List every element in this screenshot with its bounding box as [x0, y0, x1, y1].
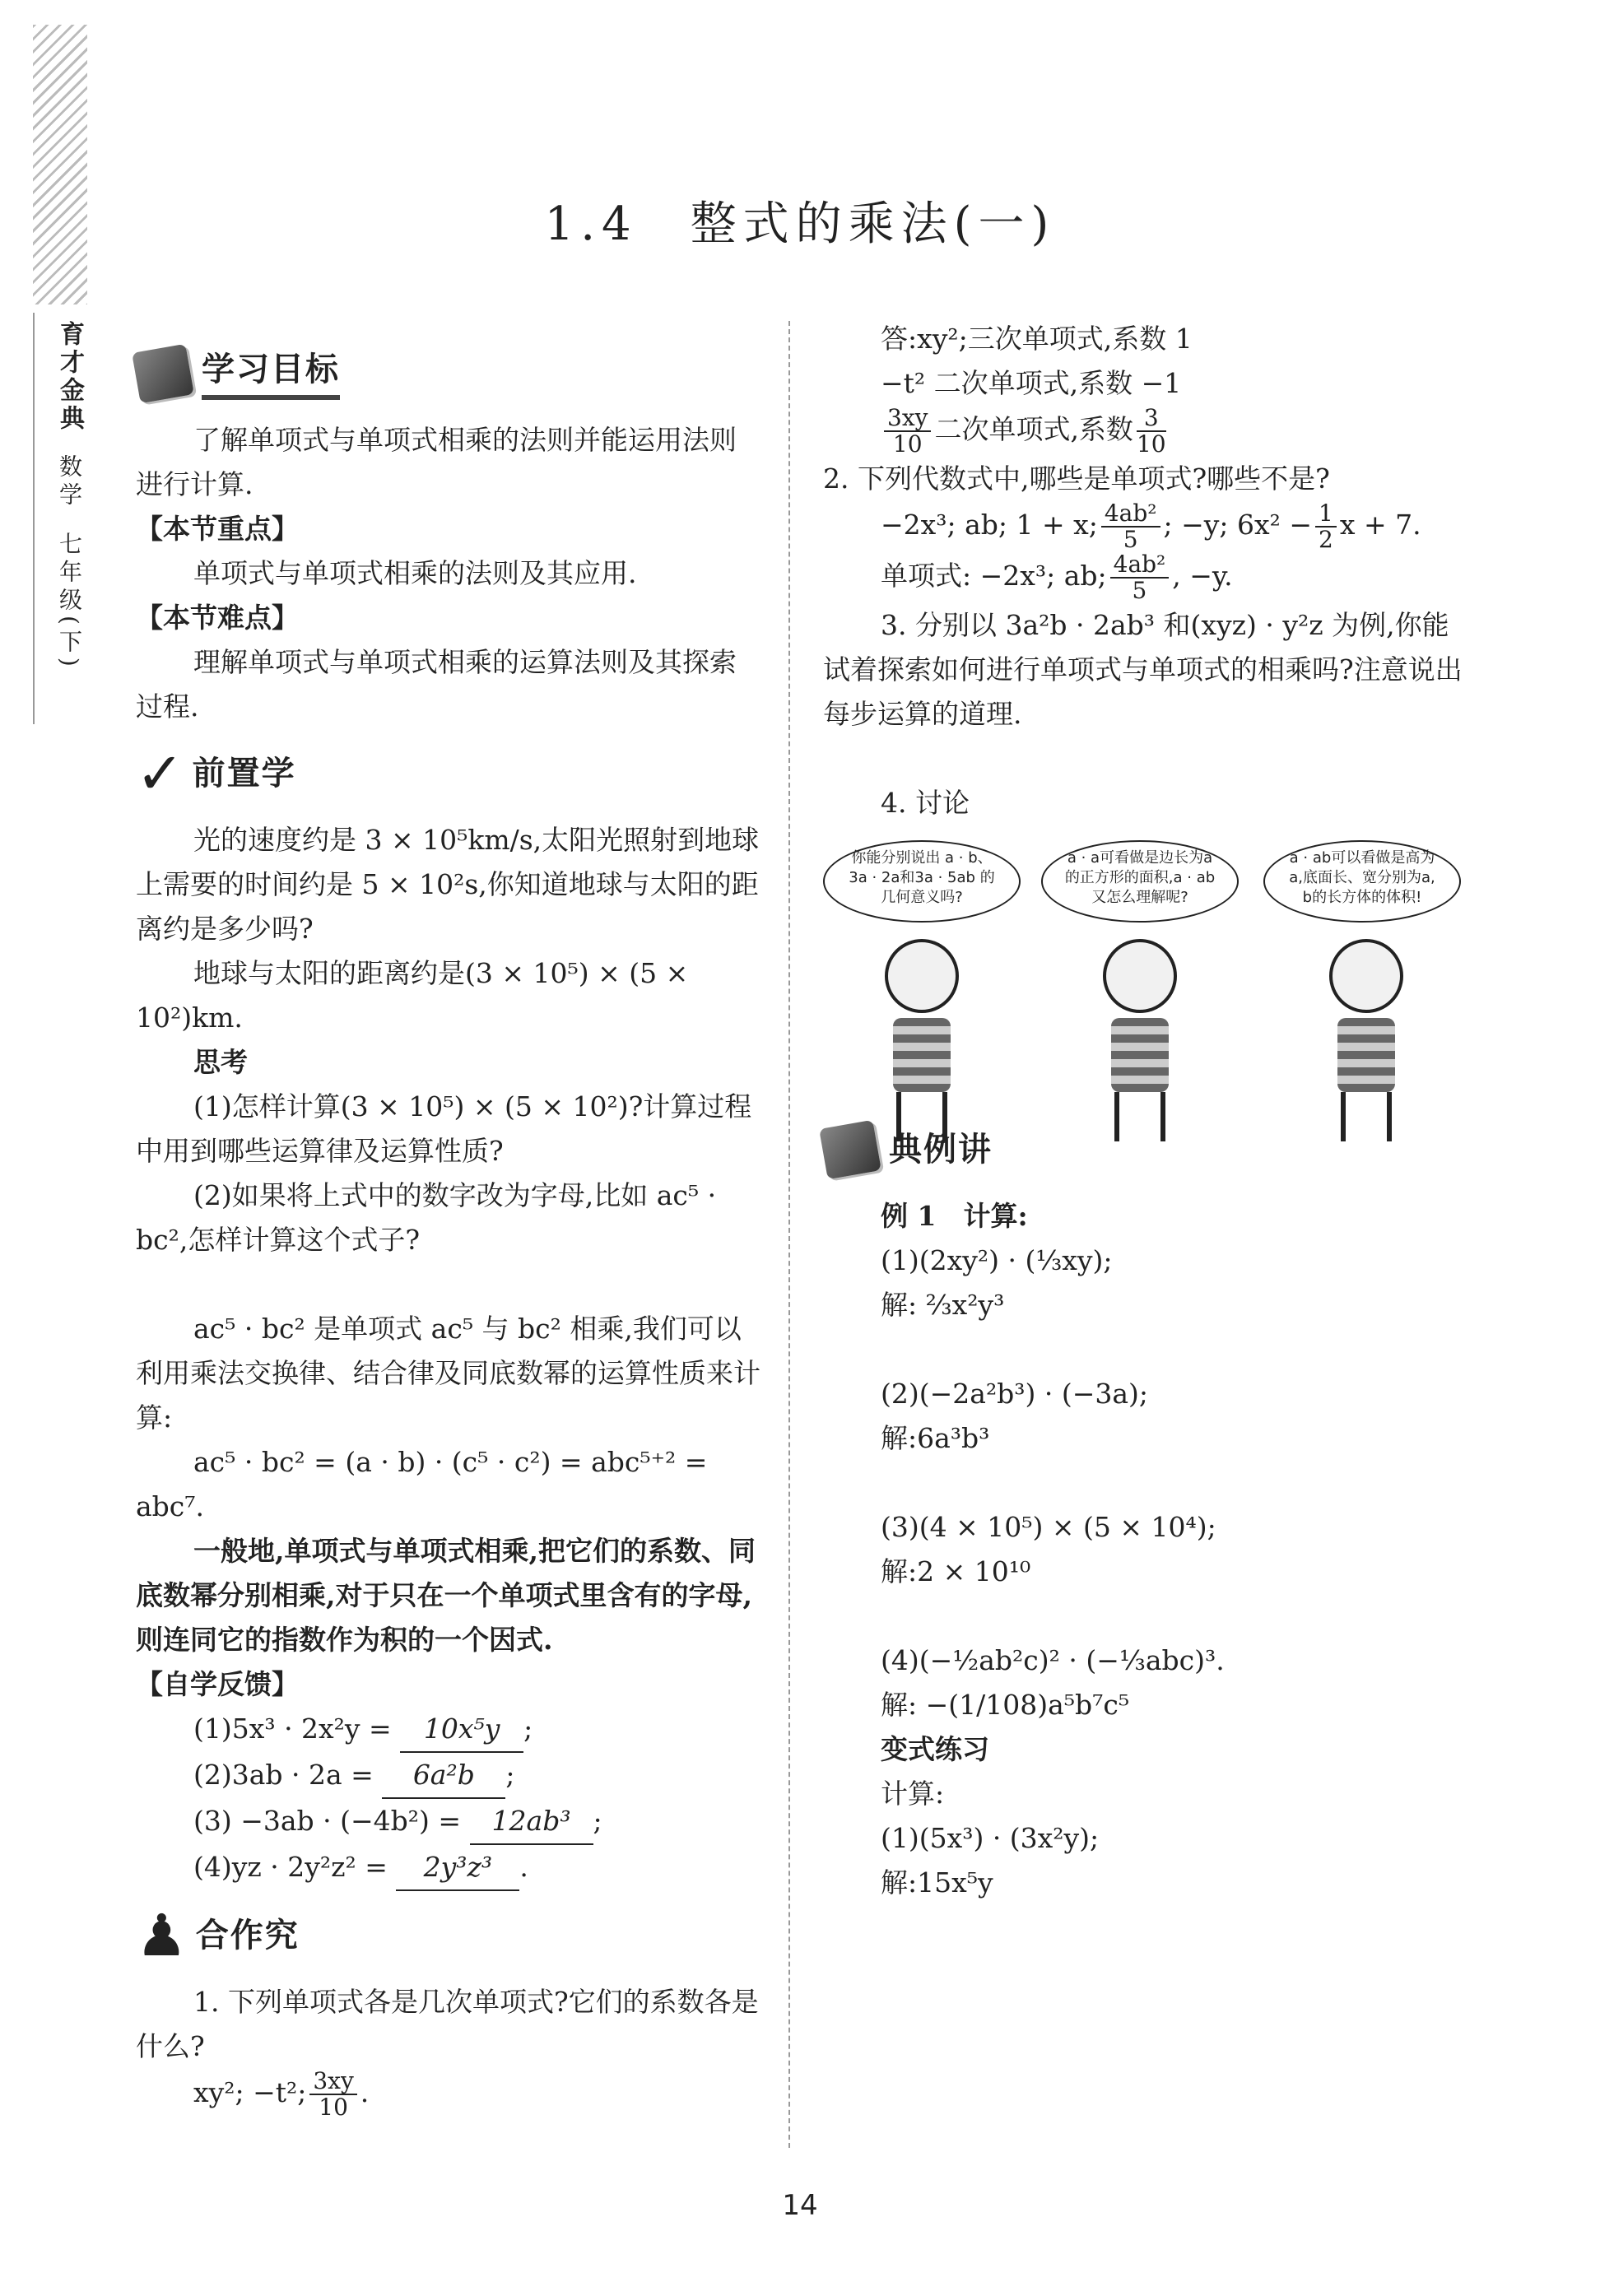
key-label: 【本节重点】 [136, 513, 299, 545]
cartoon-boy-icon [885, 939, 959, 1141]
answer-blank[interactable]: 10x⁵y [400, 1707, 523, 1753]
answer-blank[interactable]: 2y³z³ [396, 1845, 519, 1891]
goal-header [136, 334, 761, 413]
example-question: (4)(−½ab²c)² · (−⅓abc)³. [881, 1644, 1225, 1676]
coop-heading: 合作究 [195, 1917, 300, 1954]
page-title: 1.4 整式的乘法(一) [544, 198, 1056, 251]
difficulty-label: 【本节难点】 [136, 602, 299, 634]
coop-question-2: 2. 下列代数式中,哪些是单项式?哪些不是? [823, 462, 1330, 495]
cartoon-boy-icon [1103, 939, 1177, 1141]
think-label: 思考 [193, 1046, 248, 1078]
pre-heading: 前置学 [192, 755, 296, 792]
column-divider [788, 321, 790, 2148]
rule-text: 一般地,单项式与单项式相乘,把它们的系数、同底数幂分别相乘,对于只在一个单项式里含有的字母,则连同它的指数作为积的一个因式. [136, 1535, 756, 1656]
variant-question: (1)(5x³) · (3x²y); [881, 1822, 1100, 1854]
example-heading: 典例讲 [889, 1131, 993, 1169]
coop-answer-2: 单项式: −2x³; ab; $\frac{\text{4ab²}}{5}$ , −y. [881, 551, 1233, 604]
pre-paragraph-3: ac⁵ · bc² 是单项式 ac⁵ 与 bc² 相乘,我们可以利用乘法交换律、结合律及同底数幂的运算性质来计算: [136, 1313, 760, 1434]
think-question-2: (2)如果将上式中的数字改为字母,比如 ac⁵ · bc²,怎样计算这个式子? [136, 1179, 717, 1256]
goal-text: 了解单项式与单项式相乘的法则并能运用法则进行计算. [136, 424, 737, 500]
right-column [823, 317, 1465, 1905]
feedback-item: (4)yz · 2y²z² = 2y³z³ . [136, 1845, 761, 1891]
page-number: 14 [782, 2189, 818, 2222]
variant-calc: 计算: [881, 1778, 945, 1810]
coop-header [136, 1896, 761, 1975]
speech-bubble: a · ab可以看做是高为a,底面长、宽分别为a, b的长方体的体积! [1263, 840, 1461, 923]
coop-question-1: 1. 下列单项式各是几次单项式?它们的系数各是什么? [136, 1986, 759, 2062]
check-icon: ✓ [136, 740, 184, 807]
coop-question-2-expr: −2x³; ab; 1 + x; $\frac{\text{4ab²}}{5}$ ; −y; 6x² − $\frac{1}{2}$ x + 7. [881, 500, 1421, 553]
answer-blank[interactable]: 12ab³ [470, 1799, 593, 1845]
difficulty-text: 理解单项式与单项式相乘的运算法则及其探索过程. [136, 646, 737, 723]
side-divider [33, 313, 35, 724]
example-solution: 解: −(1/108)a⁵b⁷c⁵ [881, 1689, 1130, 1721]
feedback-item: (1)5x³ · 2x²y = 10x⁵y ; [136, 1707, 761, 1753]
goal-heading: 学习目标 [202, 347, 340, 400]
coop-question-4: 4. 讨论 [881, 787, 970, 819]
pre-paragraph-1: 光的速度约是 3 × 10⁵km/s,太阳光照射到地球上需要的时间约是 5 × 10²s,你知道地球与太阳的距离约是多少吗? [136, 824, 760, 945]
grade-label: 七年级(下) [56, 532, 83, 672]
answer-1-line-3: $\frac{3xy}{10}$ 二次单项式,系数 $\frac{3}{10}$ [823, 406, 1465, 457]
feedback-item: (3) −3ab · (−4b²) = 12ab³ ; [136, 1799, 761, 1845]
cube-icon [819, 1120, 881, 1180]
cartoon-girl-icon [1329, 939, 1403, 1141]
example-question: (2)(−2a²b³) · (−3a); [881, 1378, 1149, 1410]
key-text: 单项式与单项式相乘的法则及其应用. [193, 557, 637, 589]
variant-solution: 解:15x⁵y [881, 1866, 993, 1899]
example-solution: 解:6a³b³ [881, 1422, 990, 1454]
coop-question-3: 3. 分别以 3a²b · 2ab³ 和(xyz) · y²z 为例,你能试着探索如何进行单项式与单项式的相乘吗?注意说出每步运算的道理. [823, 609, 1463, 730]
speech-bubble: a · a可看做是边长为a的正方形的面积,a · ab又怎么理解呢? [1041, 840, 1239, 923]
speech-bubble: 你能分别说出 a · b、3a · 2a和3a · 5ab 的几何意义吗? [823, 840, 1021, 923]
cube-icon [132, 344, 194, 404]
example-label: 例 1 计算: [881, 1200, 1028, 1232]
subject-name: 数学 [56, 454, 83, 510]
figure-icon: ♟ [136, 1902, 188, 1969]
answer-1-line-1: 答:xy²;三次单项式,系数 1 [881, 323, 1193, 355]
pre-header [136, 734, 761, 813]
example-solution: 解:2 × 10¹⁰ [881, 1555, 1031, 1587]
corner-hatch-decoration [33, 25, 87, 304]
think-question-1: (1)怎样计算(3 × 10⁵) × (5 × 10²)?计算过程中用到哪些运算律及运算性质? [136, 1090, 752, 1167]
variant-label: 变式练习 [881, 1733, 989, 1765]
example-question: (1)(2xy²) · (⅓xy); [881, 1244, 1113, 1276]
left-column [136, 329, 761, 2120]
pre-paragraph-2: 地球与太阳的距离约是(3 × 10⁵) × (5 × 10²)km. [136, 957, 689, 1034]
coop-question-1-expr: xy²; −t²; $\frac{3xy}{10}$ . [193, 2067, 370, 2121]
discussion-illustration [823, 832, 1465, 1104]
example-question: (3)(4 × 10⁵) × (5 × 10⁴); [881, 1511, 1216, 1543]
example-solution: 解: ⅔x²y³ [881, 1289, 1005, 1321]
answer-1-line-2: −t² 二次单项式,系数 −1 [881, 367, 1182, 399]
side-label [54, 321, 89, 672]
answer-blank[interactable]: 6a²b [382, 1753, 505, 1799]
formula: ac⁵ · bc² = (a · b) · (c⁵ · c²) = abc⁵⁺² = abc⁷. [136, 1446, 708, 1522]
series-name: 育才金典 [55, 321, 84, 433]
feedback-label: 【自学反馈】 [136, 1668, 299, 1700]
feedback-item: (2)3ab · 2a = 6a²b ; [136, 1753, 761, 1799]
